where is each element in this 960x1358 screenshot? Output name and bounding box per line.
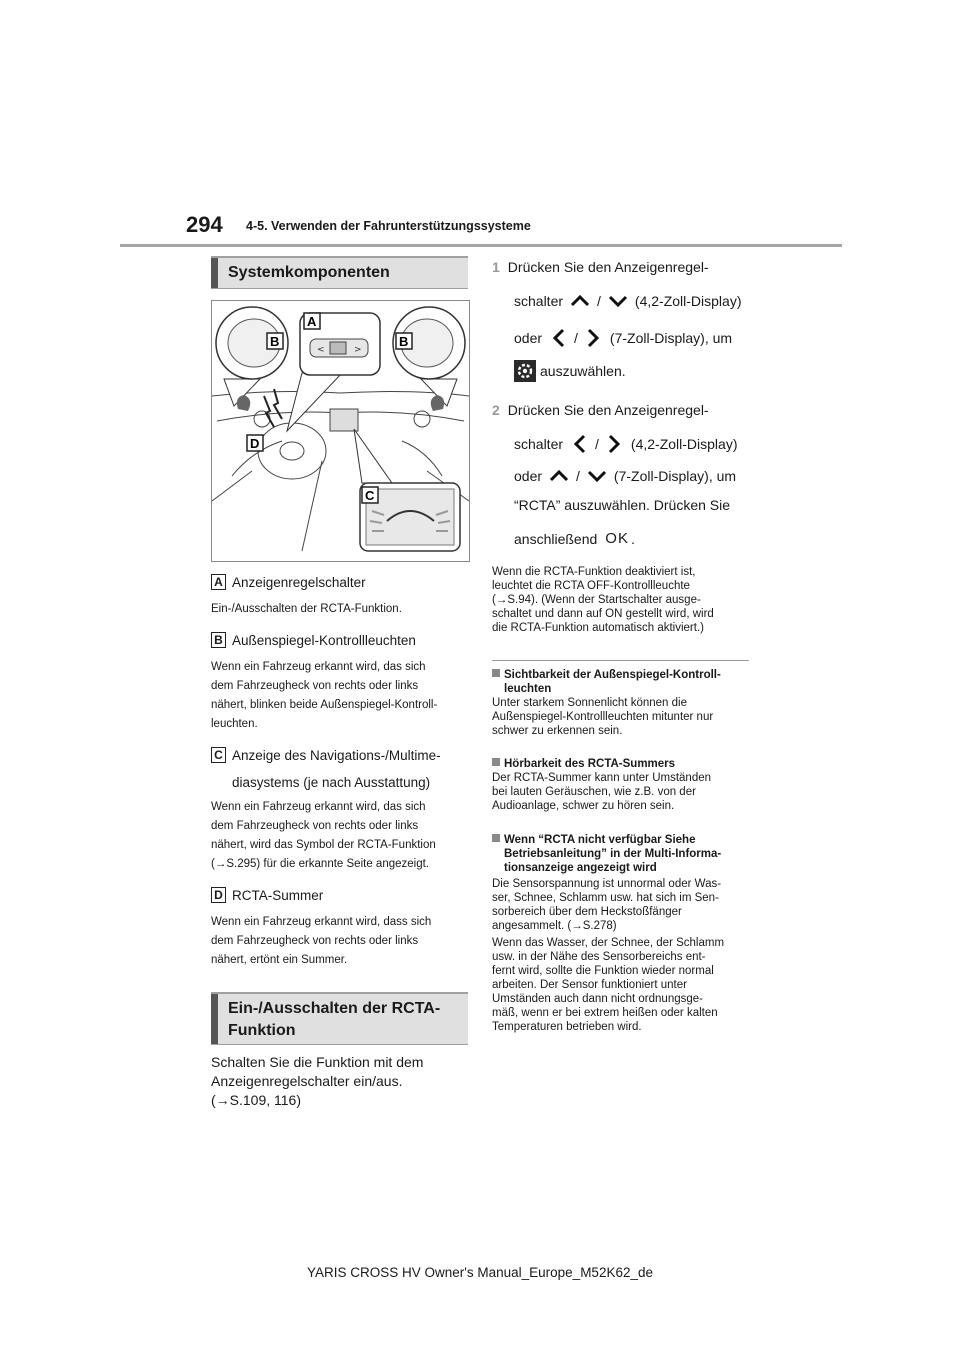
callout-c: C <box>365 488 375 503</box>
item-c-letter: C <box>211 747 226 763</box>
callout-b-right: B <box>399 334 409 349</box>
step1-line2: schalter / (4,2-Zoll-Display) <box>514 293 742 309</box>
item-b-title: Außenspiegel-Kontrollleuchten <box>232 632 416 648</box>
svg-text:<: < <box>317 345 325 355</box>
item-c-title-cont: diasystems (je nach Ausstattung) <box>232 775 431 790</box>
step1-line3: oder / (7-Zoll-Display), um <box>514 327 732 349</box>
chevron-up-icon <box>548 469 570 483</box>
item-a-body: Ein-/Ausschalten der RCTA-Funktion. <box>211 603 402 615</box>
item-a-label <box>211 574 366 590</box>
chevron-up-icon <box>569 294 591 308</box>
item-a-letter: A <box>211 574 226 590</box>
note-visibility: Sichtbarkeit der Außenspiegel-Kontroll- leuchten Unter starkem Sonnenlicht können die Außenspiegel-Kontrollleuchten mitunter nur schwer zu erkennen sein. <box>492 669 721 737</box>
svg-text:>: > <box>354 345 362 355</box>
chevron-down-icon <box>607 294 629 308</box>
section-heading-systemkomponenten: Systemkomponenten <box>211 258 468 288</box>
header-divider <box>120 244 842 247</box>
right-mirror-callout <box>393 307 465 411</box>
note-audibility: Hörbarkeit des RCTA-Summers Der RCTA-Summer kann unter Umständen bei lauten Geräuschen, wie z.B. von der Audioanlage, schwer zu hören sein. <box>492 758 711 812</box>
item-d-body: Wenn ein Fahrzeug erkannt wird, dass sich dem Fahrzeugheck von rechts oder links nähert, ertönt ein Summer. <box>211 916 432 966</box>
section-bottom-rule <box>211 288 468 289</box>
chevron-left-icon <box>573 433 587 455</box>
step1-line4: auszuwählen. <box>514 360 626 382</box>
step-note: Wenn die RCTA-Funktion deaktiviert ist, leuchtet die RCTA OFF-Kontrollleuchte (→S.94). (Wenn der Startschalter ausge- schaltet und dann auf ON gestellt wird, wird die RCTA-Funktion automatisch aktiviert.) <box>492 566 714 634</box>
system-components-figure <box>211 300 470 562</box>
note-rcta-unavailable: Wenn “RCTA nicht verfügbar Siehe Betriebsanleitung” in der Multi-Informa- tionsanzeige angezeigt wird Die Sensorspannung ist unnormal oder Was- ser, Schnee, Schlamm usw. hat sich im Sen- sorbereich über dem Heckstoßfänger angesammelt. (→S.278) Wenn das Wasser, der Schnee, der Schlamm usw. in der Nähe des Sensorbereichs ent- fernt wird, sollte die Funktion wieder normal arbeiten. Der Sensor funktioniert unter Umständen auch dann nicht ordnungsge- mäß, wenn er bei extrem heißen oder kalten Temperaturen betrieben wird. <box>492 834 725 1033</box>
item-d-title: RCTA-Summer <box>232 887 324 903</box>
step2-line4: “RCTA” auszuwählen. Drücken Sie <box>514 497 731 513</box>
ok-button-icon: OK <box>605 530 629 547</box>
callout-d: D <box>250 436 260 451</box>
step1-line1: 1 Drücken Sie den Anzeigenregel- <box>492 259 709 275</box>
bullet-square-icon <box>492 834 500 842</box>
step2-line3: oder / (7-Zoll-Display), um <box>514 468 737 484</box>
item-b-body: Wenn ein Fahrzeug erkannt wird, das sich dem Fahrzeugheck von rechts oder links nähert, blinken beide Außenspiegel-Kontroll- leuchten. <box>211 661 438 730</box>
notes-divider <box>492 660 749 661</box>
step2-line1: 2 Drücken Sie den Anzeigenregel- <box>492 402 709 418</box>
chevron-right-icon <box>607 433 621 455</box>
settings-gear-icon <box>514 360 536 382</box>
item-c-label <box>211 747 441 763</box>
section-header-title: 4-5. Verwenden der Fahrunterstützungssysteme <box>246 219 531 233</box>
item-d-letter: D <box>211 887 226 903</box>
item-d-label <box>211 887 323 903</box>
buzzer-sound-waves <box>264 389 282 427</box>
chevron-left-icon <box>552 327 566 349</box>
page-footer: YARIS CROSS HV Owner's Manual_Europe_M52K62_de <box>307 1265 653 1280</box>
bullet-square-icon <box>492 758 500 766</box>
step2-line5: anschließend OK . <box>514 530 635 547</box>
callout-a: A <box>307 314 317 329</box>
item-c-body: Wenn ein Fahrzeug erkannt wird, das sich dem Fahrzeugheck von rechts oder links nähert, wird das Symbol der RCTA-Funktion (→S.295) für die erkannte Seite angezeigt. <box>211 801 436 870</box>
item-c-title: Anzeige des Navigations-/Multime- <box>232 747 441 763</box>
step2-line2: schalter / (4,2-Zoll-Display) <box>514 433 738 455</box>
item-b-label <box>211 632 416 648</box>
item-b-letter: B <box>211 632 226 648</box>
dashboard-illustration <box>212 301 469 561</box>
page-number: 294 <box>186 212 223 237</box>
chevron-right-icon <box>586 327 600 349</box>
bullet-square-icon <box>492 669 500 677</box>
section2-bottom-rule <box>211 1044 468 1045</box>
item-a-title: Anzeigenregelschalter <box>232 574 366 590</box>
section2-body: Schalten Sie die Funktion mit dem Anzeigenregelschalter ein/aus. (→S.109, 116) <box>211 1054 424 1108</box>
section-heading-ein-ausschalten: Ein-/Ausschalten der RCTA- Funktion <box>211 994 468 1044</box>
left-mirror-callout <box>216 307 288 411</box>
chevron-down-icon <box>586 469 608 483</box>
callout-b-left: B <box>270 334 280 349</box>
